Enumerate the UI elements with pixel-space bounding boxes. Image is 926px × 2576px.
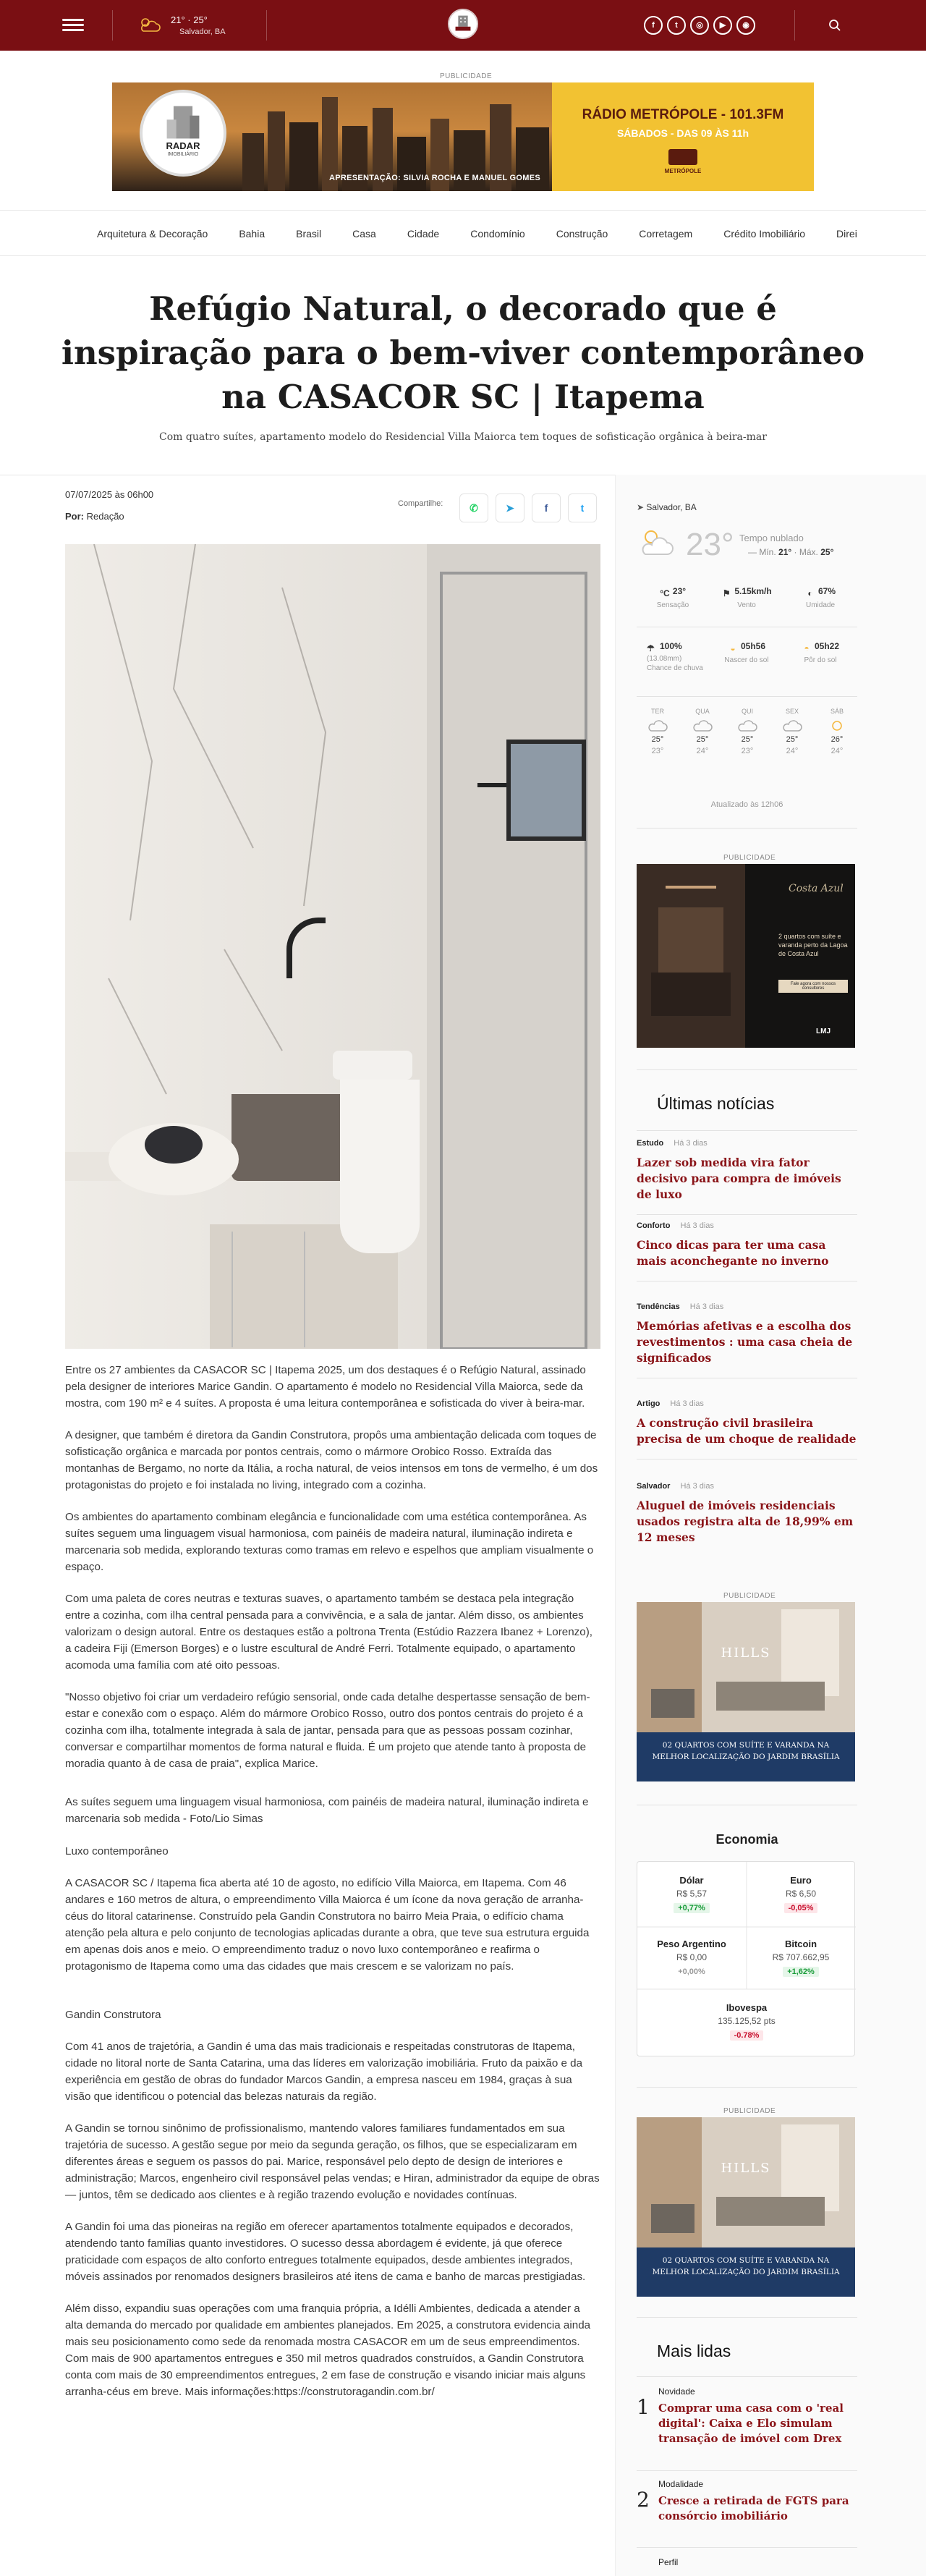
article-paragraph: A Gandin se tornou sinônimo de profissionalismo, mantendo valores familiares fundamentados em sua trajetória de sucesso. A gestão segue por meio da segunda geração, os filhos, que se especializaram em diferentes áreas e seguem os passos do pai. Marice, responsável pelo depto de design de interiores e administração; Marcos, engenheiro civil responsável pelas vendas; e Hiran, administrador da equipe de obras — juntos, têm se dedicado aos clientes e à região trazendo evolução e novidades contínuas. (65, 2122, 600, 2201)
news-category: Artigo (637, 1399, 660, 1408)
currency-value: R$ 0,00 (676, 1952, 708, 1962)
costa-azul-ad[interactable] (637, 864, 855, 1048)
most-read-item[interactable] (637, 2479, 857, 2524)
min-temp: 21° (778, 547, 792, 557)
stat-wind (710, 586, 783, 609)
rank-number: 2 (637, 2488, 650, 2512)
stat-label: Sensação (656, 601, 689, 609)
stat-rain (637, 641, 709, 672)
ad-label: PUBLICIDADE (723, 854, 776, 862)
stat-sunrise (710, 641, 783, 664)
economy-widget (637, 1861, 855, 2056)
partly-cloudy-icon (137, 16, 162, 33)
forecast-max: 25° (786, 735, 799, 744)
forecast-min: 23° (741, 747, 754, 755)
article-title: Refúgio Natural, o decorado que é inspiração para o bem-viver contemporâneo na CASACOR SC | Itapema (61, 289, 865, 416)
stat-feels (637, 586, 709, 609)
forecast-day-name: SEX (785, 708, 799, 715)
news-time: Há 3 dias (680, 1482, 714, 1491)
ad-brand: HILLS (721, 1645, 771, 1661)
stat-value: 23° (672, 586, 687, 596)
station-name: RÁDIO METRÓPOLE - 101.3FM (582, 107, 784, 122)
header-city: Salvador, BA (179, 27, 226, 36)
economy-title: Economia (715, 1832, 778, 1847)
thermometer-icon: °C (660, 588, 670, 598)
currency-name: Dólar (679, 1875, 704, 1886)
most-read-category: Perfil (658, 2557, 679, 2567)
news-time: Há 3 dias (680, 1221, 714, 1230)
nav-item[interactable]: Arquitetura & Decoração (97, 228, 208, 240)
ad-brand: Costa Azul (789, 883, 844, 894)
currency-peso[interactable] (637, 1939, 746, 1977)
forecast-min: 23° (651, 747, 664, 755)
stat-value: 5.15km/h (734, 586, 772, 596)
forecast-day-name: TER (651, 708, 664, 715)
rain-icon: ☂ (647, 643, 655, 653)
most-read-title-link[interactable]: Cresce a retirada de FGTS para consórcio imobiliário (658, 2494, 849, 2522)
weather-forecast (637, 708, 857, 777)
news-category: Estudo (637, 1139, 664, 1148)
twitter-icon[interactable]: t (667, 16, 686, 35)
news-title[interactable]: Lazer sob medida vira fator decisivo para compra de imóveis de luxo (637, 1156, 841, 1201)
weather-min-max: — Mín. 21° · Máx. 25° (748, 547, 834, 557)
ad-brand: HILLS (721, 2161, 771, 2176)
hills-ad[interactable] (637, 2117, 855, 2297)
currency-bitcoin[interactable] (747, 1939, 855, 1977)
sunrise-icon: ◒ (730, 643, 736, 653)
divider (637, 696, 857, 697)
news-category: Tendências (637, 1302, 680, 1311)
currency-change: +0,77% (674, 1903, 710, 1913)
nav-item[interactable]: Construção (556, 228, 608, 240)
stat-humidity (784, 586, 857, 609)
ad-living-room-image (637, 2117, 855, 2247)
nav-item[interactable]: Bahia (239, 228, 266, 240)
ad-text: 02 QUARTOS COM SUÍTE E VARANDA NA MELHOR LOCALIZAÇÃO DO JARDIM BRASÍLIA (652, 2256, 840, 2276)
index-name: Ibovespa (726, 2002, 768, 2013)
divider (637, 2376, 857, 2377)
cloud-icon (782, 719, 802, 732)
facebook-icon[interactable]: f (644, 16, 663, 35)
weather-stats-row (637, 641, 857, 692)
share-twitter-button[interactable]: t (568, 493, 597, 522)
stat-value: 05h56 (740, 641, 766, 651)
top-bar (0, 0, 926, 51)
article-paragraph: "Nosso objetivo foi criar um verdadeiro refúgio sensorial, onde cada detalhe despertasse sensação de bem-estar e conexão com o espaço. Além do mármore Orobico Rosso, outro dos pontos centrais do projeto é a cozinha com ilha, totalmente integrada à sala de jantar, pensada para que as pessoas possam cozinhar, conversar e compartilhar momentos de forma natural e fluida. É um projeto que atende tanto à proposta de moradia quanto à de casa de praia", explica Marice. (65, 1691, 590, 1770)
divider (266, 10, 267, 41)
article-paragraph: A designer, que também é diretora da Gandin Construtora, propôs uma ambientação delicada com toques de sofisticação orgânica e marcada por pontos centrais, como o mármore Orobico Rosso. Extraída das montanhas de Bergamo, no norte da Itália, a rocha natural, de veios intensos em tons de vermelho, é um dos protagonistas do projeto e foi instalada no living, integrado com a cozinha. (65, 1429, 598, 1491)
radar-emblem (140, 90, 226, 177)
article-date: 07/07/2025 às 06h00 (65, 489, 154, 500)
article-paragraph: Entre os 27 ambientes da CASACOR SC | Itapema 2025, um dos destaques é o Refúgio Natural, assinado pela designer de interiores Marice Gandin. O apartamento é modelo no Residencial Villa Maiorca, sede da mostra, com 190 m² e 4 suítes. A proposta é uma leitura contemporânea e sofisticada do viver à beira-mar. (65, 1364, 586, 1410)
currency-value: R$ 707.662,95 (772, 1952, 830, 1962)
ad-logo: LMJ (816, 1028, 831, 1035)
ad-label: PUBLICIDADE (723, 1592, 776, 1600)
currency-name: Bitcoin (784, 1939, 817, 1949)
ad-label: PUBLICIDADE (723, 2107, 776, 2115)
forecast-day (681, 708, 723, 755)
news-time: Há 3 dias (689, 1302, 724, 1311)
news-item[interactable] (637, 1399, 857, 1459)
divider (637, 2317, 857, 2318)
share-label: Compartilhe: (398, 499, 443, 508)
currency-change: +1,62% (783, 1967, 819, 1977)
weather-location-text: Salvador, BA (646, 502, 697, 512)
image-caption: As suítes seguem uma linguagem visual harmoniosa, com painéis de madeira natural, iluminação indireta e marcenaria sob medida - Foto/Lio Simas (65, 1796, 589, 1825)
emblem-title: RADAR (166, 140, 200, 151)
news-time: Há 3 dias (670, 1399, 704, 1408)
most-read-item[interactable] (637, 2386, 857, 2446)
most-read-item[interactable] (637, 2557, 857, 2567)
ad-text: 2 quartos com suíte e varanda perto da Lagoa de Costa Azul (778, 933, 848, 957)
divider (794, 10, 795, 41)
forecast-max: 25° (651, 735, 664, 744)
forecast-day-name: QUI (741, 708, 753, 715)
forecast-min: 24° (786, 747, 799, 755)
article-paragraph: A Gandin foi uma das pioneiras na região em oferecer apartamentos totalmente equipados e decorados, atendendo tanto famílias quanto investidores. O sucesso dessa abordagem é evidente, já que oferece praticidade com espaços de alto conforto entregues totalmente equipados, desde ambientes integrados, móveis assinados por renomados designers brasileiros até itens de cama e banho de marcas prestigiadas. (65, 2221, 586, 2283)
ad-label: PUBLICIDADE (440, 72, 493, 80)
nav-item[interactable]: Crédito Imobiliário (723, 228, 806, 240)
weather-condition: Tempo nublado (739, 533, 804, 543)
sunset-icon: ◓ (804, 643, 810, 653)
weather-current (637, 527, 857, 570)
current-temp: 23° (686, 527, 734, 562)
cloud-icon (647, 719, 668, 732)
weather-location[interactable] (637, 502, 697, 512)
divider (637, 828, 857, 829)
share-telegram-button[interactable]: ➤ (496, 493, 524, 522)
stat-label: Nascer do sol (724, 656, 769, 664)
nav-item[interactable]: Direi (836, 228, 857, 240)
drop-icon: ◐ (807, 588, 813, 598)
category-nav (0, 210, 926, 256)
news-item[interactable] (637, 1139, 857, 1215)
author-link[interactable]: Redação (86, 511, 124, 522)
header-weather[interactable] (137, 13, 253, 39)
weather-stats-row (637, 586, 857, 627)
bathroom-photo (65, 544, 600, 1349)
most-read-category: Novidade (658, 2386, 695, 2397)
forecast-min: 24° (696, 747, 709, 755)
station-logo-text: METRÓPOLE (664, 168, 702, 174)
site-logo[interactable] (448, 9, 478, 39)
forecast-max: 25° (696, 735, 709, 744)
most-read-category: Modalidade (658, 2479, 704, 2489)
max-temp: 25° (820, 547, 834, 557)
divider (637, 2470, 857, 2471)
share-buttons (459, 493, 604, 522)
search-icon[interactable] (828, 19, 841, 32)
news-title[interactable]: Memórias afetivas e a escolha dos revestimentos : uma casa cheia de significados (637, 1319, 853, 1365)
cloud-icon (737, 719, 757, 732)
forecast-min: 24° (831, 747, 844, 755)
article-body (65, 1362, 600, 2415)
byline-label: Por: (65, 511, 84, 522)
share-facebook-button[interactable]: f (532, 493, 561, 522)
index-change: -0.78% (730, 2030, 764, 2041)
article-paragraph: Os ambientes do apartamento combinam elegância e funcionalidade com uma estética contemporânea. As suítes seguem uma linguagem visual harmoniosa, com painéis de madeira natural, iluminação indireta e marcenaria sob medida, explorando texturas como tramas em relevo e espelhos que ampliam visualmente o espaço. (65, 1511, 594, 1573)
article-paragraph: Com uma paleta de cores neutras e texturas suaves, o apartamento também se destaca pela integração entre a cozinha, com ilha central pensada para a convivência, e a sala de jantar. Além disso, os ambientes valorizam o design autoral. Entre os destaques estão a poltrona Trenta (Estúdio Razzera Ibanez + Lorenzo), a cadeira Fiji (Emerson Borges) e o lustre escultural de André Ferri. Totalmente equipado, o apartamento acomoda uma família com até oito pessoas. (65, 1593, 592, 1672)
stat-value: 100% (660, 641, 682, 651)
forecast-day (771, 708, 813, 755)
radar-imobiliario-banner[interactable] (112, 82, 814, 191)
currency-value: R$ 6,50 (785, 1889, 817, 1899)
forecast-day (637, 708, 679, 755)
share-whatsapp-button[interactable]: ✆ (459, 493, 488, 522)
news-category: Conforto (637, 1221, 671, 1230)
forecast-max: 25° (741, 735, 754, 744)
emblem-subtitle: IMOBILIÁRIO (167, 152, 199, 157)
currency-name: Peso Argentino (657, 1939, 726, 1949)
currency-dollar[interactable] (637, 1875, 746, 1913)
rank-number: 1 (637, 2395, 650, 2419)
index-ibovespa[interactable] (692, 2002, 801, 2041)
section-heading: Luxo contemporâneo (65, 1845, 169, 1857)
header-temps: 21° · 25° (171, 14, 208, 25)
sun-icon (827, 719, 847, 732)
stat-sub: (13.08mm) (647, 655, 682, 663)
article-byline (65, 511, 124, 522)
menu-icon[interactable] (62, 16, 84, 35)
cloud-sun-icon (638, 527, 676, 559)
social-links (644, 16, 760, 35)
ad-cta-button[interactable]: Fale agora com nossos consultores (778, 980, 848, 993)
stat-label: Vento (737, 601, 756, 609)
logo-emblem-icon (449, 10, 477, 38)
hills-ad[interactable] (637, 1602, 855, 1781)
whatsapp-icon[interactable]: ◉ (736, 16, 755, 35)
stat-label: Umidade (805, 601, 836, 609)
weather-updated: Atualizado às 12h06 (710, 800, 783, 809)
article-paragraph: Com 41 anos de trajetória, a Gandin é uma das mais tradicionais e respeitadas construtoras de Itapema, cidade no litoral norte de Santa Catarina, uma das líderes em valorização imobiliária. Fruto da paixão e da experiência em gestão de obras do fundador Marcos Gandin, a empresa nasceu em 1984, graças à sua visão que identificou o potencial das belezas naturais da região. (65, 2041, 583, 2103)
nav-item[interactable]: Condomínio (470, 228, 525, 240)
news-title[interactable]: Aluguel de imóveis residenciais usados registra alta de 18,99% em 12 meses (637, 1499, 854, 1544)
stat-label: Chance de chuva (647, 664, 703, 672)
nav-item[interactable]: Corretagem (639, 228, 693, 240)
nav-item[interactable]: Cidade (407, 228, 440, 240)
youtube-icon[interactable]: ▶ (713, 16, 732, 35)
currency-change: +0,00% (678, 1967, 705, 1976)
max-label: Máx. (799, 547, 818, 557)
most-read-title: Mais lidas (657, 2342, 731, 2360)
schedule-text: SÁBADOS - DAS 09 ÀS 11h (616, 127, 749, 139)
forecast-day-name: SÁB (830, 708, 844, 715)
wind-icon: ⚑ (722, 588, 731, 598)
article-subtitle: Com quatro suítes, apartamento modelo do Residencial Villa Maiorca tem toques de sofisticação orgânica à beira-mar (159, 431, 767, 443)
divider (637, 2087, 857, 2088)
presenters-text: APRESENTAÇÃO: SILVIA ROCHA E MANUEL GOMES (329, 174, 540, 182)
forecast-day (816, 708, 858, 755)
location-arrow-icon: ➤ (637, 502, 645, 512)
news-title[interactable]: Cinco dicas para ter uma casa mais aconchegante no inverno (637, 1238, 829, 1268)
news-category: Salvador (637, 1482, 671, 1491)
news-title[interactable]: A construção civil brasileira precisa de um choque de realidade (637, 1416, 857, 1446)
forecast-max: 26° (831, 735, 844, 744)
min-label: Mín. (759, 547, 776, 557)
currency-euro[interactable] (747, 1875, 855, 1913)
divider (637, 1130, 857, 1131)
stat-value: 05h22 (814, 641, 840, 651)
nav-item[interactable]: Casa (352, 228, 376, 240)
banner-right (552, 82, 814, 191)
currency-change: -0,05% (784, 1903, 818, 1913)
instagram-icon[interactable]: ◎ (690, 16, 709, 35)
stat-label: Pôr do sol (804, 656, 837, 664)
section-heading: Gandin Construtora (65, 2009, 161, 2021)
nav-item[interactable]: Brasil (296, 228, 322, 240)
article-paragraph: Além disso, expandiu suas operações com uma franquia própria, a Idélli Ambientes, dedicada a atender a alta demanda do mercado por qualidade em ambientes planejados. Em 2025, a construtora evidencia ainda mais seu posicionamento como sede da renomada mostra CASACOR em um de seus empreendimentos. Com mais de 900 apartamentos entregues e 350 mil metros quadrados construídos, a Gandin Construtora conta com mais de 30 empreendimentos entregues, 2 em fase de construção e visando iniciar mais alguns arranha-céus em breve. Mais informações:https://construtoragandin.com.br/ (65, 2302, 591, 2398)
latest-news-title: Últimas notícias (657, 1094, 775, 1113)
ad-text: 02 QUARTOS COM SUÍTE E VARANDA NA MELHOR LOCALIZAÇÃO DO JARDIM BRASÍLIA (652, 1741, 840, 1761)
news-item[interactable] (637, 1221, 857, 1281)
divider (637, 1069, 857, 1070)
building-icon (143, 93, 224, 174)
stat-value: 67% (817, 586, 836, 596)
news-item[interactable] (637, 1302, 857, 1378)
article-hero-image (65, 544, 600, 1349)
stat-sunset (784, 641, 857, 664)
metropole-logo-icon (668, 149, 697, 165)
news-item[interactable] (637, 1482, 857, 1546)
currency-value: R$ 5,57 (676, 1889, 708, 1899)
forecast-day-name: QUA (695, 708, 710, 715)
news-time: Há 3 dias (674, 1139, 708, 1148)
most-read-title-link[interactable]: Comprar uma casa com o 'real digital': Caixa e Elo simulam transação de imóvel com Drex (658, 2402, 844, 2445)
index-value: 135.125,52 pts (718, 2016, 776, 2026)
article-paragraph: A CASACOR SC / Itapema fica aberta até 10 de agosto, no edifício Villa Maiorca, em Itapema. Com 46 andares e 160 metros de altura, o empreendimento Villa Maiorca é um ícone da nova geração de arranha-céus do litoral catarinense. Construído pela Gandin Construtora no bairro Meia Praia, o edifício chama atenção pela altura e pelo conjunto de tecnologias aplicadas durante a obra, que teve sua estrutura erguida em apenas dois anos e meio. O empreendimento traduz o novo luxo contemporâneo e reafirma o protagonismo de Itapema como uma das cidades que mais crescem e se valorizam no país. (65, 1877, 590, 1973)
ad-living-room-image (637, 1602, 855, 1732)
cloud-icon (692, 719, 713, 732)
currency-name: Euro (790, 1875, 812, 1886)
divider (112, 10, 113, 41)
forecast-day (726, 708, 768, 755)
banner-left (112, 82, 552, 191)
divider (637, 2547, 857, 2548)
